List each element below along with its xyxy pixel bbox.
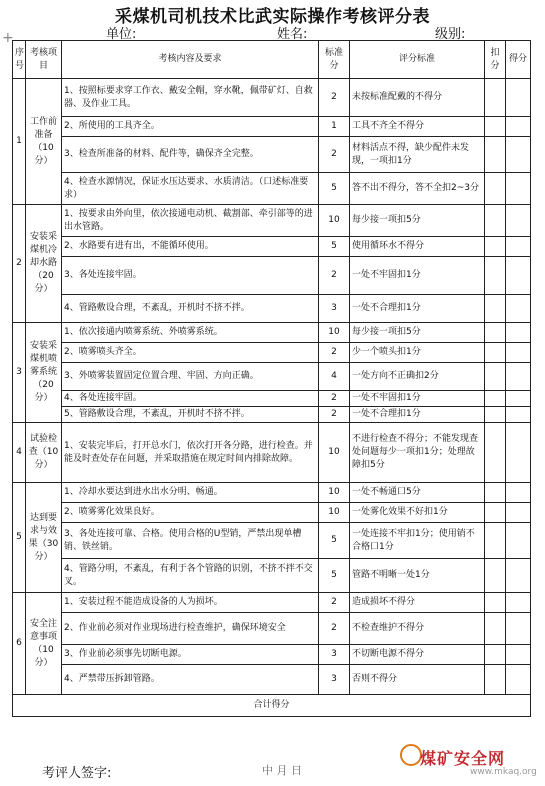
criteria-cell: 造成损坏不得分	[350, 593, 485, 613]
table-row	[13, 205, 531, 237]
score-cell[interactable]	[506, 363, 531, 391]
section-number: 4	[13, 423, 26, 483]
criteria-cell: 一处不牢固扣1分	[350, 257, 485, 295]
score-cell[interactable]	[506, 483, 531, 503]
standard-score-cell: 2	[319, 257, 350, 295]
deduct-cell[interactable]	[485, 363, 506, 391]
table-row	[13, 257, 531, 295]
score-cell[interactable]	[506, 117, 531, 137]
table-row	[13, 423, 531, 483]
table-row	[13, 391, 531, 407]
table-row	[13, 523, 531, 559]
score-cell[interactable]	[506, 343, 531, 363]
table-row	[13, 79, 531, 117]
criteria-cell: 一处不合理扣1分	[350, 407, 485, 423]
examiner-label: 考评人签字:	[42, 766, 112, 781]
page-title: 采煤机司机技术比武实际操作考核评分表	[115, 7, 430, 27]
criteria-cell: 使用循环水不得分	[350, 237, 485, 257]
section-name: 安装采煤机喷雾系统（20分）	[26, 323, 62, 423]
content-cell: 1、按照标要求穿工作衣、戴安全帽，穿水靴，佩带矿灯、自救器、及作业工具。	[62, 79, 319, 117]
content-cell: 4、检查水源情况，保证水压达要求、水质清洁。（口述标准要求）	[62, 173, 319, 205]
section-name: 达到要求与效果（30分）	[26, 483, 62, 593]
standard-score-cell: 3	[319, 295, 350, 323]
score-cell[interactable]	[506, 523, 531, 559]
name-label: 姓名:	[277, 27, 308, 42]
plus-icon[interactable]: +	[2, 30, 14, 46]
criteria-cell: 材料活点不得，缺少配件未发现，一项扣1分	[350, 137, 485, 173]
table-row	[13, 323, 531, 343]
score-cell[interactable]	[506, 423, 531, 483]
standard-score-cell: 1	[319, 117, 350, 137]
unit-label: 单位:	[106, 27, 137, 42]
criteria-cell: 不进行检查不得分；不能发现查处问题每少一项扣1分；处理故障扣5分	[350, 423, 485, 483]
deduct-cell[interactable]	[485, 483, 506, 503]
table-row	[13, 503, 531, 523]
content-cell: 3、外喷雾装置固定位置合理、牢固、方向正确。	[62, 363, 319, 391]
table-row	[13, 593, 531, 613]
section-name: 工作前准备（10分）	[26, 79, 62, 205]
standard-score-cell: 2	[319, 407, 350, 423]
standard-score-cell: 10	[319, 483, 350, 503]
header-item: 考核项目	[26, 41, 62, 79]
level-label: 级别:	[435, 27, 466, 42]
content-cell: 5、管路敷设合理，不紊乱，开机时不挤不拌。	[62, 407, 319, 423]
content-cell: 4、严禁带压拆卸管路。	[62, 665, 319, 695]
standard-score-cell: 2	[319, 391, 350, 407]
criteria-cell: 答不出不得分，答不全扣2~3分	[350, 173, 485, 205]
footer-date: 中 月 日	[262, 764, 302, 777]
section-number: 3	[13, 323, 26, 423]
deduct-cell[interactable]	[485, 79, 506, 117]
score-cell[interactable]	[506, 559, 531, 593]
criteria-cell: 一处不牢固扣1分	[350, 391, 485, 407]
table-row	[13, 613, 531, 645]
standard-score-cell: 3	[319, 645, 350, 665]
standard-score-cell: 4	[319, 363, 350, 391]
score-cell[interactable]	[506, 237, 531, 257]
content-cell: 4、各处连接牢固。	[62, 391, 319, 407]
standard-score-cell: 5	[319, 559, 350, 593]
deduct-cell[interactable]	[485, 173, 506, 205]
criteria-cell: 工具不齐全不得分	[350, 117, 485, 137]
table-header	[13, 41, 531, 79]
deduct-cell[interactable]	[485, 391, 506, 407]
header-seq: 序号	[13, 41, 26, 79]
header-deduct: 扣分	[485, 41, 506, 79]
score-cell[interactable]	[506, 665, 531, 695]
header-score: 得分	[506, 41, 531, 79]
content-cell: 3、各处连接牢固。	[62, 257, 319, 295]
table-row	[13, 295, 531, 323]
standard-score-cell: 2	[319, 137, 350, 173]
section-name: 安全注意事项（10分）	[26, 593, 62, 695]
section-number: 2	[13, 205, 26, 323]
content-cell: 2、喷雾雾化效果良好。	[62, 503, 319, 523]
table-row	[13, 559, 531, 593]
standard-score-cell: 10	[319, 205, 350, 237]
deduct-cell[interactable]	[485, 137, 506, 173]
table-row	[13, 665, 531, 695]
content-cell: 2、所使用的工具齐全。	[62, 117, 319, 137]
score-cell[interactable]	[506, 323, 531, 343]
table-row	[13, 407, 531, 423]
score-cell[interactable]	[506, 295, 531, 323]
criteria-cell: 每少接一项扣5分	[350, 323, 485, 343]
standard-score-cell: 2	[319, 79, 350, 117]
standard-score-cell: 5	[319, 523, 350, 559]
criteria-cell: 一处雾化效果不好扣1分	[350, 503, 485, 523]
criteria-cell: 管路不明晰一处1分	[350, 559, 485, 593]
score-cell[interactable]	[506, 173, 531, 205]
score-cell[interactable]	[506, 205, 531, 237]
table-row	[13, 343, 531, 363]
content-cell: 4、管路分明，不紊乱，有利于各个管路的识别，不挤不拌不交叉。	[62, 559, 319, 593]
score-cell[interactable]	[506, 79, 531, 117]
criteria-cell: 否则不得分	[350, 665, 485, 695]
deduct-cell[interactable]	[485, 559, 506, 593]
content-cell: 2、喷雾喷头齐全。	[62, 343, 319, 363]
total-row	[13, 695, 531, 717]
content-cell: 1、按要求由外向里，依次接通电动机、截割部、牵引部等的进出水管路。	[62, 205, 319, 237]
standard-score-cell: 2	[319, 343, 350, 363]
standard-score-cell: 3	[319, 665, 350, 695]
criteria-cell: 一处连接不牢扣1分；使用销不合格口1分	[350, 523, 485, 559]
deduct-cell[interactable]	[485, 407, 506, 423]
standard-score-cell: 2	[319, 613, 350, 645]
score-cell[interactable]	[506, 137, 531, 173]
deduct-cell[interactable]	[485, 237, 506, 257]
content-cell: 4、管路敷设合理，不紊乱，开机时不挤不拌。	[62, 295, 319, 323]
table-body	[13, 79, 531, 695]
content-cell: 1、依次接通内喷雾系统、外喷雾系统。	[62, 323, 319, 343]
score-cell[interactable]	[506, 613, 531, 645]
total-label: 合计得分	[13, 695, 531, 717]
standard-score-cell: 10	[319, 503, 350, 523]
content-cell: 1、冷却水要达到进水出水分明、畅通。	[62, 483, 319, 503]
deduct-cell[interactable]	[485, 323, 506, 343]
deduct-cell[interactable]	[485, 645, 506, 665]
section-number: 1	[13, 79, 26, 205]
content-cell: 2、作业前必须对作业现场进行检查维护，确保环境安全	[62, 613, 319, 645]
score-cell[interactable]	[506, 503, 531, 523]
section-name: 安装采煤机冷却水路（20分）	[26, 205, 62, 323]
watermark-logo-icon	[400, 744, 422, 766]
deduct-cell[interactable]	[485, 205, 506, 237]
criteria-cell: 每少接一项扣5分	[350, 205, 485, 237]
header-content: 考核内容及要求	[62, 41, 319, 79]
score-cell[interactable]	[506, 407, 531, 423]
content-cell: 2、水路要有进有出，不能循环使用。	[62, 237, 319, 257]
standard-score-cell: 10	[319, 423, 350, 483]
content-cell: 1、安装完毕后，打开总水门，依次打开各分路，进行检查。并能及时查处存在问题，并采取措施在规定时间内排除故障。	[62, 423, 319, 483]
content-cell: 3、检查所准备的材料、配件等，确保齐全完整。	[62, 137, 319, 173]
header-criteria: 评分标准	[350, 41, 485, 79]
table-row	[13, 483, 531, 503]
section-number: 6	[13, 593, 26, 695]
criteria-cell: 一处不合理扣1分	[350, 295, 485, 323]
table-row	[13, 117, 531, 137]
standard-score-cell: 5	[319, 237, 350, 257]
criteria-cell: 少一个喷头扣1分	[350, 343, 485, 363]
table-row	[13, 173, 531, 205]
criteria-cell: 未按标准配戴的不得分	[350, 79, 485, 117]
criteria-cell: 不切断电源不得分	[350, 645, 485, 665]
section-number: 5	[13, 483, 26, 593]
deduct-cell[interactable]	[485, 343, 506, 363]
score-cell[interactable]	[506, 257, 531, 295]
score-table	[12, 40, 531, 717]
criteria-cell: 一处不畅通口5分	[350, 483, 485, 503]
table-row	[13, 363, 531, 391]
table-row	[13, 237, 531, 257]
header-std: 标准分	[319, 41, 350, 79]
content-cell: 3、作业前必须事先切断电源。	[62, 645, 319, 665]
content-cell: 3、各处连接可靠、合格。使用合格的U型销，严禁出现单槽销、铁丝销。	[62, 523, 319, 559]
deduct-cell[interactable]	[485, 117, 506, 137]
table-row	[13, 137, 531, 173]
score-cell[interactable]	[506, 593, 531, 613]
deduct-cell[interactable]	[485, 295, 506, 323]
content-cell: 1、安装过程不能造成设备的人为损坏。	[62, 593, 319, 613]
deduct-cell[interactable]	[485, 503, 506, 523]
score-cell[interactable]	[506, 645, 531, 665]
score-cell[interactable]	[506, 391, 531, 407]
watermark-text: 煤矿安全网	[420, 749, 506, 768]
standard-score-cell: 5	[319, 173, 350, 205]
deduct-cell[interactable]	[485, 613, 506, 645]
standard-score-cell: 2	[319, 593, 350, 613]
deduct-cell[interactable]	[485, 257, 506, 295]
criteria-cell: 一处方向不正确扣2分	[350, 363, 485, 391]
criteria-cell: 不检查维护不得分	[350, 613, 485, 645]
deduct-cell[interactable]	[485, 665, 506, 695]
watermark-url: www.mkaq.org	[470, 767, 537, 777]
deduct-cell[interactable]	[485, 423, 506, 483]
standard-score-cell: 10	[319, 323, 350, 343]
table-row	[13, 645, 531, 665]
deduct-cell[interactable]	[485, 593, 506, 613]
deduct-cell[interactable]	[485, 523, 506, 559]
section-name: 试验检查（10分）	[26, 423, 62, 483]
